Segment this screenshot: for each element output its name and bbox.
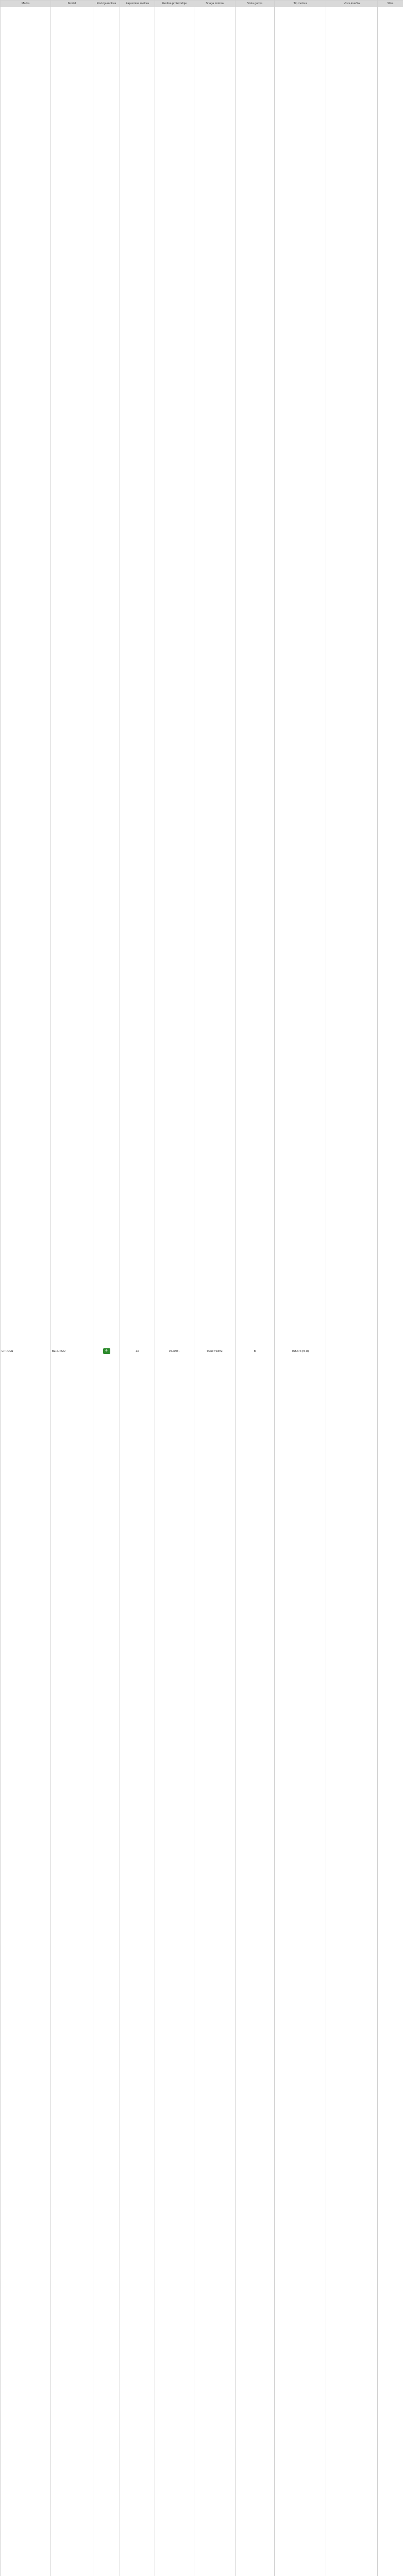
table-body bbox=[1, 7, 403, 2576]
column-header: Vrsta goriva bbox=[236, 1, 275, 7]
model-cell: BERLINGO bbox=[51, 7, 93, 2576]
image-cell bbox=[378, 7, 403, 2576]
table-header bbox=[1, 1, 403, 7]
column-header: Pozicija motora bbox=[93, 1, 120, 7]
header-row bbox=[1, 1, 403, 7]
production-year-cell: 04.2008 - bbox=[155, 7, 194, 2576]
clutch-type-cell bbox=[326, 7, 378, 2576]
column-header: Snaga motora bbox=[194, 1, 236, 7]
engine-code-cell: TU5JP4 (NFU) bbox=[275, 7, 326, 2576]
column-header: Tip motora bbox=[275, 1, 326, 7]
column-header: Zapremina motora bbox=[120, 1, 155, 7]
column-header: Slika bbox=[378, 1, 403, 7]
fuel-type-cell: B bbox=[236, 7, 275, 2576]
column-header: Godina proizvodnje bbox=[155, 1, 194, 7]
displacement-cell: 1.6 bbox=[120, 7, 155, 2576]
position-icon bbox=[93, 7, 120, 2576]
engine-power-cell: 66kW / 90KM bbox=[194, 7, 236, 2576]
column-header: Model bbox=[51, 1, 93, 7]
column-header: Vrsta kvačila bbox=[326, 1, 378, 7]
table-row bbox=[1, 7, 403, 2576]
gear-green-icon: ⚙ bbox=[103, 1348, 110, 1354]
make-cell: CITROEN bbox=[1, 7, 51, 2576]
column-header: Marka bbox=[1, 1, 51, 7]
